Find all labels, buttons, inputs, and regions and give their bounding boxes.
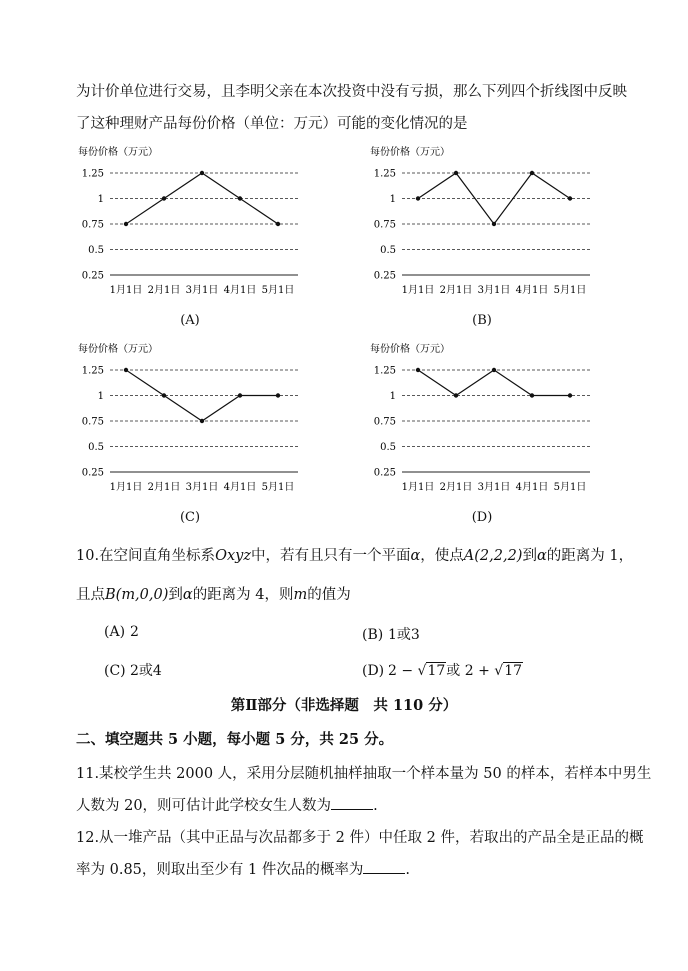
q12-line-1: 12.从一堆产品（其中正品与次品都多于 2 件）中任取 2 件，若取出的产品全是正品的概 bbox=[76, 830, 644, 846]
q12-line-2 bbox=[76, 860, 410, 880]
chart-a-svg bbox=[70, 143, 310, 308]
q12-answer-blank[interactable] bbox=[363, 861, 405, 874]
data-point bbox=[492, 222, 496, 226]
y-tick-label: 0.25 bbox=[81, 270, 104, 282]
q10-option-b[interactable] bbox=[362, 624, 420, 644]
q12-end: . bbox=[405, 862, 410, 878]
option-tag: (C) bbox=[104, 663, 126, 679]
q10-text: 10.在空间直角坐标系 bbox=[76, 548, 216, 564]
y-axis-title: 每份价格（万元） bbox=[370, 344, 450, 355]
x-tick-label: 4月1日 bbox=[515, 285, 549, 296]
y-tick-label: 0.75 bbox=[81, 416, 104, 428]
q10-coord: Oxyz bbox=[215, 548, 251, 564]
option-text: 2或4 bbox=[130, 663, 162, 679]
x-tick-label: 2月1日 bbox=[439, 482, 473, 493]
x-tick-label: 1月1日 bbox=[109, 482, 143, 493]
data-point bbox=[454, 393, 458, 397]
data-point bbox=[454, 171, 458, 175]
y-tick-label: 1.25 bbox=[81, 168, 104, 180]
data-point bbox=[162, 196, 166, 200]
data-point bbox=[492, 368, 496, 372]
y-axis-title: 每份价格（万元） bbox=[370, 147, 450, 158]
data-point bbox=[200, 171, 204, 175]
q10-text: 的距离为 4，则 bbox=[192, 587, 294, 603]
x-tick-label: 4月1日 bbox=[515, 482, 549, 493]
x-tick-label: 1月1日 bbox=[401, 285, 435, 296]
chart-b-label: (B) bbox=[472, 313, 492, 328]
x-tick-label: 4月1日 bbox=[223, 285, 257, 296]
x-tick-label: 5月1日 bbox=[261, 285, 295, 296]
q11-line-2 bbox=[76, 796, 378, 816]
option-tag: (B) bbox=[362, 627, 384, 643]
q11-text: 人数为 20，则可估计此学校女生人数为 bbox=[76, 798, 332, 814]
chart-d-svg bbox=[362, 340, 602, 505]
x-tick-label: 5月1日 bbox=[553, 285, 587, 296]
q10-text: ，使点 bbox=[420, 548, 464, 564]
data-point bbox=[530, 171, 534, 175]
q10-alpha: α bbox=[182, 587, 193, 603]
y-tick-label: 0.5 bbox=[88, 442, 104, 453]
q10-alpha: α bbox=[536, 548, 547, 564]
option-root: 17 bbox=[504, 663, 523, 679]
q10-text: 中，若有且只有一个平面 bbox=[250, 548, 411, 564]
part2-title: 第Ⅱ部分（非选择题 共 110 分） bbox=[230, 697, 458, 714]
y-tick-label: 0.75 bbox=[81, 219, 104, 231]
data-point bbox=[238, 393, 242, 397]
y-tick-label: 1 bbox=[97, 194, 104, 205]
x-tick-label: 5月1日 bbox=[553, 482, 587, 493]
q11-answer-blank[interactable] bbox=[331, 797, 373, 810]
y-tick-label: 0.25 bbox=[373, 270, 396, 282]
y-tick-label: 0.25 bbox=[81, 467, 104, 479]
y-tick-label: 0.5 bbox=[380, 245, 396, 256]
q11-end: . bbox=[373, 798, 378, 814]
q10-text: 的值为 bbox=[307, 587, 351, 603]
q10-option-c[interactable] bbox=[104, 660, 162, 680]
y-tick-label: 0.25 bbox=[373, 467, 396, 479]
chart-a-label: (A) bbox=[180, 313, 200, 328]
q10-m: m bbox=[293, 587, 308, 603]
q10-line-2 bbox=[76, 585, 351, 605]
x-tick-label: 3月1日 bbox=[185, 285, 219, 296]
section2-title: 二、填空题共 5 小题，每小题 5 分，共 25 分。 bbox=[76, 731, 394, 748]
option-tag: (D) bbox=[362, 663, 385, 679]
chart-c-label: (C) bbox=[179, 510, 201, 525]
y-tick-label: 1 bbox=[389, 194, 396, 205]
q10-text: 的距离为 1， bbox=[546, 548, 634, 564]
x-tick-label: 2月1日 bbox=[147, 285, 181, 296]
q10-option-a[interactable] bbox=[104, 624, 139, 640]
data-point bbox=[416, 368, 420, 372]
x-tick-label: 2月1日 bbox=[439, 285, 473, 296]
intro-line-2: 了这种理财产品每份价格（单位：万元）可能的变化情况的是 bbox=[76, 116, 468, 132]
chart-b bbox=[362, 143, 602, 338]
y-axis-title: 每份价格（万元） bbox=[78, 344, 158, 355]
y-tick-label: 0.75 bbox=[373, 219, 396, 231]
data-point bbox=[162, 393, 166, 397]
q10-text: 到 bbox=[168, 587, 183, 603]
y-tick-label: 0.75 bbox=[373, 416, 396, 428]
x-tick-label: 3月1日 bbox=[477, 285, 511, 296]
chart-c bbox=[70, 340, 310, 535]
data-point bbox=[568, 393, 572, 397]
x-tick-label: 5月1日 bbox=[261, 482, 295, 493]
x-tick-label: 4月1日 bbox=[223, 482, 257, 493]
y-tick-label: 1 bbox=[97, 391, 104, 402]
data-point bbox=[238, 196, 242, 200]
q10-point-a: A(2,2,2) bbox=[463, 548, 523, 564]
data-point bbox=[416, 196, 420, 200]
data-point bbox=[124, 222, 128, 226]
q12-text: 率为 0.85，则取出至少有 1 件次品的概率为 bbox=[76, 862, 364, 878]
chart-b-svg bbox=[362, 143, 602, 308]
q10-line-1 bbox=[76, 546, 633, 566]
chart-d bbox=[362, 340, 602, 535]
data-point bbox=[276, 222, 280, 226]
q10-text: 到 bbox=[522, 548, 537, 564]
series-line bbox=[418, 370, 570, 396]
data-point bbox=[124, 368, 128, 372]
data-point bbox=[530, 393, 534, 397]
q10-alpha: α bbox=[410, 548, 421, 564]
x-tick-label: 3月1日 bbox=[477, 482, 511, 493]
option-text: 2 bbox=[130, 624, 139, 640]
q11-line-1: 11.某校学生共 2000 人，采用分层随机抽样抽取一个样本量为 50 的样本，若样本中男生 bbox=[76, 766, 652, 782]
data-point bbox=[568, 196, 572, 200]
chart-d-label: (D) bbox=[471, 510, 493, 525]
option-tag: (A) bbox=[104, 624, 126, 640]
y-tick-label: 1 bbox=[389, 391, 396, 402]
x-tick-label: 1月1日 bbox=[109, 285, 143, 296]
intro-line-1: 为计价单位进行交易，且李明父亲在本次投资中没有亏损，那么下列四个折线图中反映 bbox=[76, 84, 627, 100]
q10-option-d[interactable]: (D) 2 − √17或 2 + √17 bbox=[362, 663, 523, 679]
option-text: 1或3 bbox=[388, 627, 420, 643]
x-tick-label: 3月1日 bbox=[185, 482, 219, 493]
y-tick-label: 0.5 bbox=[88, 245, 104, 256]
x-tick-label: 1月1日 bbox=[401, 482, 435, 493]
y-tick-label: 1.25 bbox=[373, 168, 396, 180]
option-text: 或 2 + bbox=[446, 663, 495, 679]
option-root: 17 bbox=[427, 663, 446, 679]
y-tick-label: 1.25 bbox=[373, 365, 396, 377]
q10-text: 且点 bbox=[76, 587, 105, 603]
data-point bbox=[276, 393, 280, 397]
data-point bbox=[200, 419, 204, 423]
y-tick-label: 0.5 bbox=[380, 442, 396, 453]
y-tick-label: 1.25 bbox=[81, 365, 104, 377]
x-tick-label: 2月1日 bbox=[147, 482, 181, 493]
chart-a bbox=[70, 143, 310, 338]
chart-c-svg bbox=[70, 340, 310, 505]
y-axis-title: 每份价格（万元） bbox=[78, 147, 158, 158]
q10-point-b: B(m,0,0) bbox=[105, 587, 169, 603]
option-text: 2 − bbox=[388, 663, 418, 679]
